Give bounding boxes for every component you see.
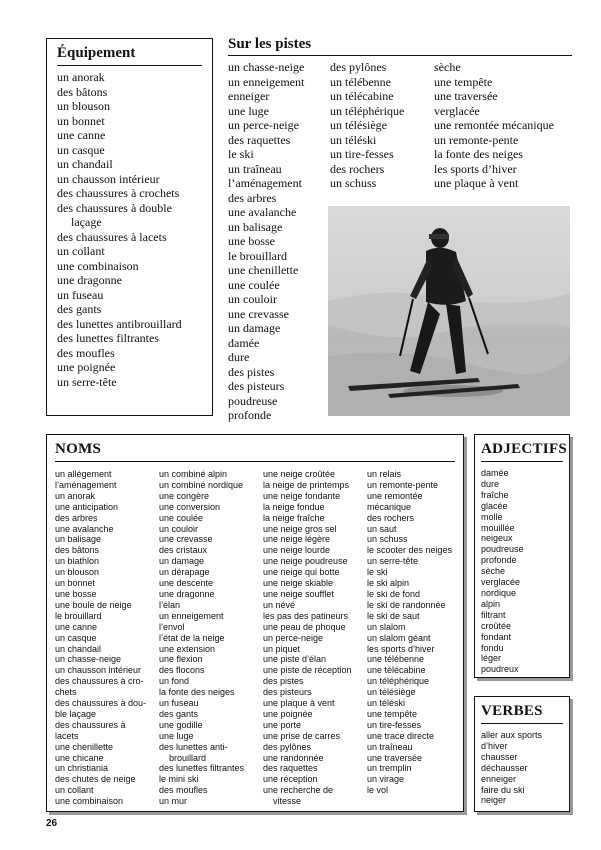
noms-item: des lunettes filtrantes [159, 763, 245, 774]
noms-item: un schuss [367, 534, 408, 545]
verbe-item: déchausser [481, 762, 528, 773]
noms-item: une neige légère [263, 534, 331, 545]
pistes-item: des rochers [330, 161, 385, 176]
noms-item: un serre-tête [367, 556, 419, 567]
equipement-item: un casque [57, 142, 105, 157]
pistes-item: sèche [434, 60, 461, 74]
noms-item: une godille [159, 719, 203, 730]
noms-item: le ski de randonnée [367, 599, 446, 610]
noms-item: la neige fraîche [263, 512, 325, 523]
noms-item: des moufles [159, 785, 208, 796]
noms-item: lacets [55, 730, 79, 741]
adjectif-item: profonde [481, 555, 517, 566]
verbe-item: faire du ski [481, 784, 525, 795]
noms-item: le ski [367, 567, 388, 578]
adjectif-item: fraîche [481, 489, 509, 500]
pistes-item: un téléski [330, 132, 377, 147]
pistes-item: un téléphérique [330, 103, 405, 118]
equipement-item: des chaussures à lacets [57, 229, 167, 244]
noms-item: une piste d’élan [263, 654, 327, 665]
equipement-item: une canne [57, 128, 106, 142]
adjectif-item: neigeux [481, 533, 513, 544]
noms-item: une neige croûtée [263, 469, 336, 479]
noms-item: le ski de saut [367, 610, 420, 621]
noms-item: une anticipation [55, 501, 119, 512]
adjectif-item: glacée [481, 500, 508, 511]
noms-item: un fond [159, 676, 190, 687]
noms-item: un balisage [55, 534, 102, 545]
equipement-box [46, 38, 213, 416]
pistes-item: un enneigement [228, 74, 305, 89]
adjectif-item: fondu [481, 642, 504, 653]
noms-item: une recherche de [263, 785, 334, 796]
noms-item: le ski de fond [367, 588, 421, 599]
pistes-item: une bosse [228, 234, 275, 248]
adjectif-item: alpin [481, 598, 501, 609]
noms-item: des chaussures à dou- [55, 698, 147, 709]
noms-item: une dragonne [159, 588, 215, 599]
noms-item: une neige qui botte [263, 567, 340, 578]
noms-item: un virage [367, 774, 405, 785]
noms-item: des flocons [159, 665, 205, 676]
noms-item: une traversée [367, 752, 423, 763]
noms-item: des raquettes [263, 763, 318, 774]
noms-item: une neige poudreuse [263, 556, 348, 567]
pistes-item: une chenillette [228, 263, 299, 277]
pistes-item: un traîneau [228, 161, 282, 176]
noms-item: une neige lourde [263, 545, 331, 556]
verbe-item: d’hiver [481, 740, 508, 751]
noms-item: un relais [367, 469, 402, 479]
noms-item: un saut [367, 523, 397, 534]
pistes-item: une avalanche [228, 205, 297, 219]
pistes-item: un tire-fesses [330, 147, 394, 161]
noms-item: un traîneau [367, 741, 413, 752]
verbes-list [481, 730, 563, 806]
skier-photo [328, 206, 570, 416]
pistes-item: une tempête [434, 74, 493, 89]
pistes-item: profonde [228, 408, 272, 422]
noms-item: l’élan [159, 599, 181, 610]
noms-item: un télésiège [367, 687, 416, 698]
noms-item: un dérapage [159, 567, 210, 578]
noms-item: un névé [263, 599, 296, 610]
noms-item: le scooter des neiges [367, 545, 453, 556]
noms-item: l’aménagement [55, 479, 117, 490]
noms-item: un téléphérique [367, 676, 430, 687]
pistes-item: des raquettes [228, 132, 291, 147]
noms-item: une crevasse [159, 534, 213, 545]
noms-item: un biathlon [55, 556, 100, 567]
noms-item: une peau de phoque [263, 621, 346, 632]
noms-item: un slalom [367, 621, 406, 632]
adjectif-item: mouillée [481, 522, 515, 533]
adjectif-item: poudreuse [481, 544, 524, 555]
noms-item: des chutes de neige [55, 774, 136, 785]
adjectif-item: verglacée [481, 577, 521, 588]
noms-column-4 [367, 469, 463, 796]
noms-item: vitesse [273, 796, 302, 807]
pistes-item: des pylônes [330, 60, 387, 74]
noms-item: une tempête [367, 708, 418, 719]
pistes-item: une traversée [434, 89, 498, 103]
noms-item: les sports d’hiver [367, 643, 435, 654]
noms-item: un slalom géant [367, 632, 431, 643]
noms-item: des bâtons [55, 545, 100, 556]
adjectif-item: sèche [481, 566, 506, 577]
noms-item: une remontée mécanique [367, 490, 423, 512]
equipement-item: des moufles [57, 345, 115, 360]
noms-item: un chandail [55, 643, 102, 654]
pistes-item: un perce-neige [228, 118, 299, 132]
noms-item: des lunettes anti- [159, 741, 228, 752]
noms-item: des pylônes [263, 741, 312, 752]
adjectif-item: molle [481, 511, 503, 522]
noms-item: un combiné nordique [159, 479, 244, 490]
noms-item: une avalanche [55, 523, 114, 534]
equipement-item: un anorak [57, 70, 105, 84]
pistes-title: Sur les pistes [228, 36, 312, 52]
noms-item: des arbres [55, 512, 98, 523]
pistes-item: les sports d’hiver [434, 161, 517, 176]
noms-item: des pisteurs [263, 687, 312, 698]
noms-item: un perce-neige [263, 632, 324, 643]
adjectifs-title: ADJECTIFS [481, 441, 563, 462]
noms-item: une combinaison [55, 796, 124, 807]
pistes-item: un couloir [228, 292, 277, 306]
noms-item: brouillard [169, 752, 207, 763]
verbe-item: aller aux sports [481, 730, 543, 740]
pistes-divider [228, 55, 572, 56]
noms-column-2 [159, 469, 244, 807]
pistes-item: dure [228, 350, 250, 364]
verbe-item: neiger [481, 795, 507, 806]
pistes-item: une luge [228, 103, 269, 118]
noms-item: une descente [159, 578, 214, 589]
noms-item: une boule de neige [55, 599, 132, 610]
adjectif-item: nordique [481, 587, 517, 598]
noms-item: une canne [55, 621, 98, 632]
noms-item: l’état de la neige [159, 632, 225, 643]
equipement-item: un fuseau [57, 287, 104, 302]
verbe-item: chausser [481, 751, 518, 762]
equipement-title: Équipement [57, 45, 202, 66]
noms-item: une chicane [55, 752, 104, 763]
noms-item: des cristaux [159, 545, 208, 556]
noms-item: le ski alpin [367, 578, 410, 589]
pistes-item: des arbres [228, 190, 277, 205]
pistes-item: des pisteurs [228, 379, 285, 393]
noms-item: un chausson intérieur [55, 665, 142, 676]
noms-item: un piquet [263, 643, 301, 654]
equipement-item: un bonnet [57, 113, 105, 128]
noms-column-1 [55, 469, 146, 807]
adjectif-item: poudreux [481, 664, 519, 675]
pistes-item: enneiger [228, 89, 270, 103]
pistes-item: un remonte-pente [434, 132, 519, 147]
verbes-title: VERBES [481, 703, 563, 724]
noms-item: l’envol [159, 621, 185, 632]
noms-item: un casque [55, 632, 97, 643]
equipement-item: un serre-tête [57, 374, 117, 389]
noms-item: un christiania [55, 763, 109, 774]
noms-box [46, 434, 464, 812]
equipement-item: des chaussures à double [57, 200, 172, 215]
noms-item: des pistes [263, 676, 304, 687]
noms-item: un mur [159, 796, 188, 807]
equipement-list [57, 70, 202, 389]
equipement-item: des gants [57, 302, 102, 316]
equipement-item: un blouson [57, 99, 111, 113]
pistes-item: une coulée [228, 277, 280, 292]
noms-item: chets [55, 687, 77, 698]
adjectif-item: fondant [481, 631, 512, 642]
noms-item: la neige fondue [263, 501, 325, 512]
noms-item: la neige de printemps [263, 479, 350, 490]
pistes-item: un damage [228, 321, 281, 335]
noms-item: une bosse [55, 588, 97, 599]
noms-item: le vol [367, 785, 389, 796]
pistes-item: verglacée [434, 103, 480, 118]
noms-item: une extension [159, 643, 216, 654]
pistes-item: des pistes [228, 364, 275, 379]
equipement-item: un collant [57, 244, 105, 258]
adjectif-item: filtrant [481, 609, 506, 620]
adjectifs-box [474, 434, 570, 678]
noms-item: un damage [159, 556, 205, 567]
noms-item: des chaussures à cro- [55, 676, 144, 687]
noms-item: une congère [159, 490, 210, 501]
noms-item: des rochers [367, 512, 415, 523]
pistes-item: une remontée mécanique [434, 118, 554, 132]
page-number: 26 [46, 818, 58, 829]
pistes-column-1 [228, 60, 304, 423]
pistes-item: le brouillard [228, 248, 287, 263]
equipement-item: une poignée [57, 360, 116, 374]
noms-item: une randonnée [263, 752, 324, 763]
noms-item: une télébenne [367, 654, 425, 665]
noms-item: le brouillard [55, 610, 102, 621]
noms-item: une porte [263, 719, 302, 730]
pistes-item: un télésiège [330, 118, 387, 132]
noms-item: un blouson [55, 567, 100, 578]
pistes-item: un télébenne [330, 74, 391, 89]
noms-item: des gants [159, 708, 199, 719]
noms-item: un collant [55, 785, 94, 796]
pistes-item: damée [228, 335, 260, 350]
pistes-column-2 [330, 60, 404, 191]
noms-item: un tremplin [367, 763, 412, 774]
noms-item: la fonte des neiges [159, 687, 235, 698]
noms-item: le mini ski [159, 774, 199, 785]
pistes-item: un schuss [330, 176, 377, 190]
noms-item: une flexion [159, 654, 203, 665]
pistes-item: le ski [228, 147, 254, 161]
noms-item: un tire-fesses [367, 719, 422, 730]
noms-item: des chaussures à [55, 719, 126, 730]
noms-item: un bonnet [55, 578, 96, 589]
adjectif-item: dure [481, 478, 500, 489]
pistes-item: poudreuse [228, 393, 278, 408]
verbe-item: enneiger [481, 773, 517, 784]
equipement-item: laçage [71, 215, 102, 229]
equipement-item: un chandail [57, 157, 113, 171]
noms-item: une conversion [159, 501, 221, 512]
pistes-item: un télécabine [330, 89, 394, 103]
noms-item: une piste de réception [263, 665, 352, 676]
noms-item: une télécabine [367, 665, 426, 676]
noms-item: un chasse-neige [55, 654, 122, 665]
noms-item: ble laçage [55, 708, 97, 719]
pistes-item: l’aménagement [228, 176, 302, 190]
pistes-item: une plaque à vent [434, 176, 519, 190]
noms-column-3 [263, 469, 352, 807]
noms-item: un remonte-pente [367, 479, 439, 490]
adjectifs-list [481, 468, 563, 675]
pistes-item: la fonte des neiges [434, 147, 523, 161]
noms-item: un téléski [367, 698, 406, 709]
noms-item: les pas des patineurs [263, 610, 349, 621]
noms-item: une poignée [263, 708, 313, 719]
noms-item: un combiné alpin [159, 469, 228, 479]
noms-item: une trace directe [367, 730, 435, 741]
equipement-item: un chausson intérieur [57, 171, 160, 186]
equipement-item: des lunettes antibrouillard [57, 316, 182, 331]
pistes-column-3 [434, 60, 554, 191]
noms-item: un fuseau [159, 698, 199, 709]
adjectif-item: léger [481, 653, 502, 664]
equipement-item: des chaussures à crochets [57, 186, 180, 200]
noms-item: une coulée [159, 512, 204, 523]
adjectif-item: damée [481, 468, 509, 478]
noms-item: une neige fondante [263, 490, 341, 501]
equipement-item: une dragonne [57, 273, 122, 287]
noms-item: une neige soufflet [263, 588, 334, 599]
noms-item: une chenillette [55, 741, 114, 752]
noms-item: un anorak [55, 490, 96, 501]
equipement-item: des lunettes filtrantes [57, 331, 159, 345]
noms-item: une plaque à vent [263, 698, 335, 709]
pistes-item: une crevasse [228, 306, 289, 321]
verbes-box [474, 696, 570, 812]
noms-item: une réception [263, 774, 318, 785]
noms-item: une prise de carres [263, 730, 341, 741]
noms-item: une neige gros sel [263, 523, 337, 534]
noms-item: une neige skiable [263, 578, 334, 589]
adjectif-item: croûtée [481, 620, 512, 631]
noms-item: un couloir [159, 523, 199, 534]
equipement-item: des bâtons [57, 84, 108, 99]
pistes-item: un balisage [228, 219, 283, 234]
noms-item: un enneigement [159, 610, 224, 621]
pistes-item: un chasse-neige [228, 60, 305, 74]
noms-item: une luge [159, 730, 194, 741]
noms-title: NOMS [55, 441, 455, 462]
noms-item: un allégement [55, 469, 112, 479]
equipement-item: une combinaison [57, 258, 139, 273]
